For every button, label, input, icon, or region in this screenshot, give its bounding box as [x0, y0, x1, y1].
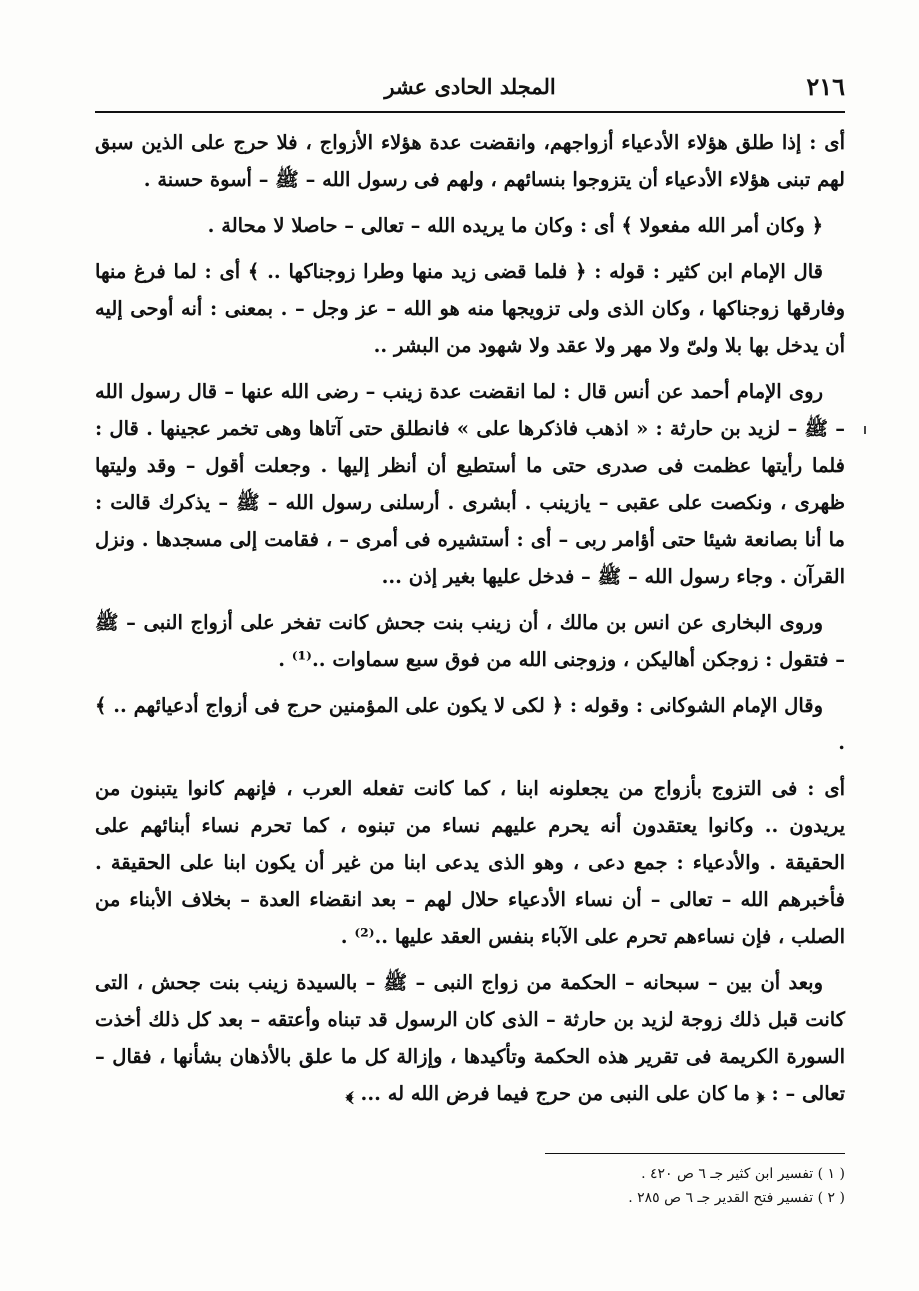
paragraph-7: أى : فى التزوج بأزواج من يجعلونه ابنا ، كما كانت تفعله العرب ، فإنهم كانوا يتبنون من يريدون .. وكانوا يعتقدون أنه يحرم عليهم نساء من تبنوه ، كما تحرم نساء أبنائهم على الحقيقة . والأدعياء : جمع دعى ، وهو الذى يدعى ابنا من غير أن يكون ابنا على الحقيقة . فأخبرهم الله – تعالى – أن نساء الأدعياء حلال لهم – بعد انقضاء العدة – بخلاف الأبناء من الصلب ، فإن نساءهم تحرم على الآباء بنفس العقد عليها ..⁽²⁾ .	[95, 777, 845, 948]
paragraph-2: ﴿ وكان أمر الله مفعولا ﴾ أى : وكان ما يريده الله – تعالى – حاصلا لا محالة .	[207, 214, 823, 237]
header-divider	[95, 111, 845, 113]
page-number: ٢١٦	[806, 71, 845, 101]
footnotes	[395, 1162, 845, 1210]
page-header	[95, 68, 845, 104]
footnote-divider	[545, 1153, 845, 1154]
paragraph-5: وروى البخارى عن انس بن مالك ، أن زينب بنت جحش كانت تفخر على أزواج النبى – ﷺ – فتقول : زوجكن أهاليكن ، وزوجنى الله من فوق سبع سماوات ..⁽¹⁾ .	[95, 611, 845, 671]
footnote-2: ( ٢ ) تفسير فتح القدير جـ ٦ ص ٢٨٥ .	[628, 1190, 845, 1206]
paragraph-8: وبعد أن بين – سبحانه – الحكمة من زواج النبى – ﷺ – بالسيدة زينب بنت جحش ، التى كانت قبل ذلك زوجة لزيد بن حارثة – الذى كان الرسول قد تبناه وأعتقه – بعد كل ذلك أخذت السورة الكريمة فى تقرير هذه الحكمة وتأكيدها ، وإزالة كل ما علق بالأذهان بشأنها ، فقال – تعالى – : ﴿ ما كان على النبى من حرج فيما فرض الله له ... ﴾	[95, 971, 845, 1105]
paragraph-3: قال الإمام ابن كثير : قوله : ﴿ فلما قضى زيد منها وطرا زوجناكها .. ﴾ أى : لما فرغ منها وفارقها زوجناكها ، وكان الذى ولى تزويجها منه هو الله – عز وجل – . بمعنى : أنه أوحى إليه أن يدخل بها بلا ولىّ ولا مهر ولا عقد ولا شهود من البشر ..	[95, 260, 845, 357]
volume-title: المجلد الحادى عشر	[384, 73, 556, 99]
paragraph-1: أى : إذا طلق هؤلاء الأدعياء أزواجهم، وانقضت عدة هؤلاء الأزواج ، فلا حرج على الذين سبق لهم تبنى هؤلاء الأدعياء أن يتزوجوا بنسائهم ، ولهم فى رسول الله – ﷺ – أسوة حسنة .	[95, 131, 845, 191]
margin-mark	[864, 426, 866, 434]
footnote-1: ( ١ ) تفسير ابن كثير جـ ٦ ص ٤٢٠ .	[641, 1166, 845, 1182]
paragraph-4: روى الإمام أحمد عن أنس قال : لما انقضت عدة زينب – رضى الله عنها – قال رسول الله – ﷺ – لزيد بن حارثة : « اذهب فاذكرها على » فانطلق حتى آتاها وهى تخمر عجينها . قال : فلما رأيتها عظمت فى صدرى حتى ما أستطيع أن أنظر إليها . وجعلت أقول – وقد وليتها ظهرى ، ونكصت على عقبى – يازينب . أبشرى . أرسلنى رسول الله – ﷺ – يذكرك قالت : ما أنا بصانعة شيئا حتى أؤامر ربى – أى : أستشيره فى أمرى – ، فقامت إلى مسجدها . ونزل القرآن . وجاء رسول الله – ﷺ – فدخل عليها بغير إذن ...	[95, 380, 845, 588]
paragraph-6: وقال الإمام الشوكانى : وقوله : ﴿ لكى لا يكون على المؤمنين حرج فى أزواج أدعيائهم .. ﴾ .	[95, 694, 845, 754]
page-body	[95, 124, 845, 1121]
